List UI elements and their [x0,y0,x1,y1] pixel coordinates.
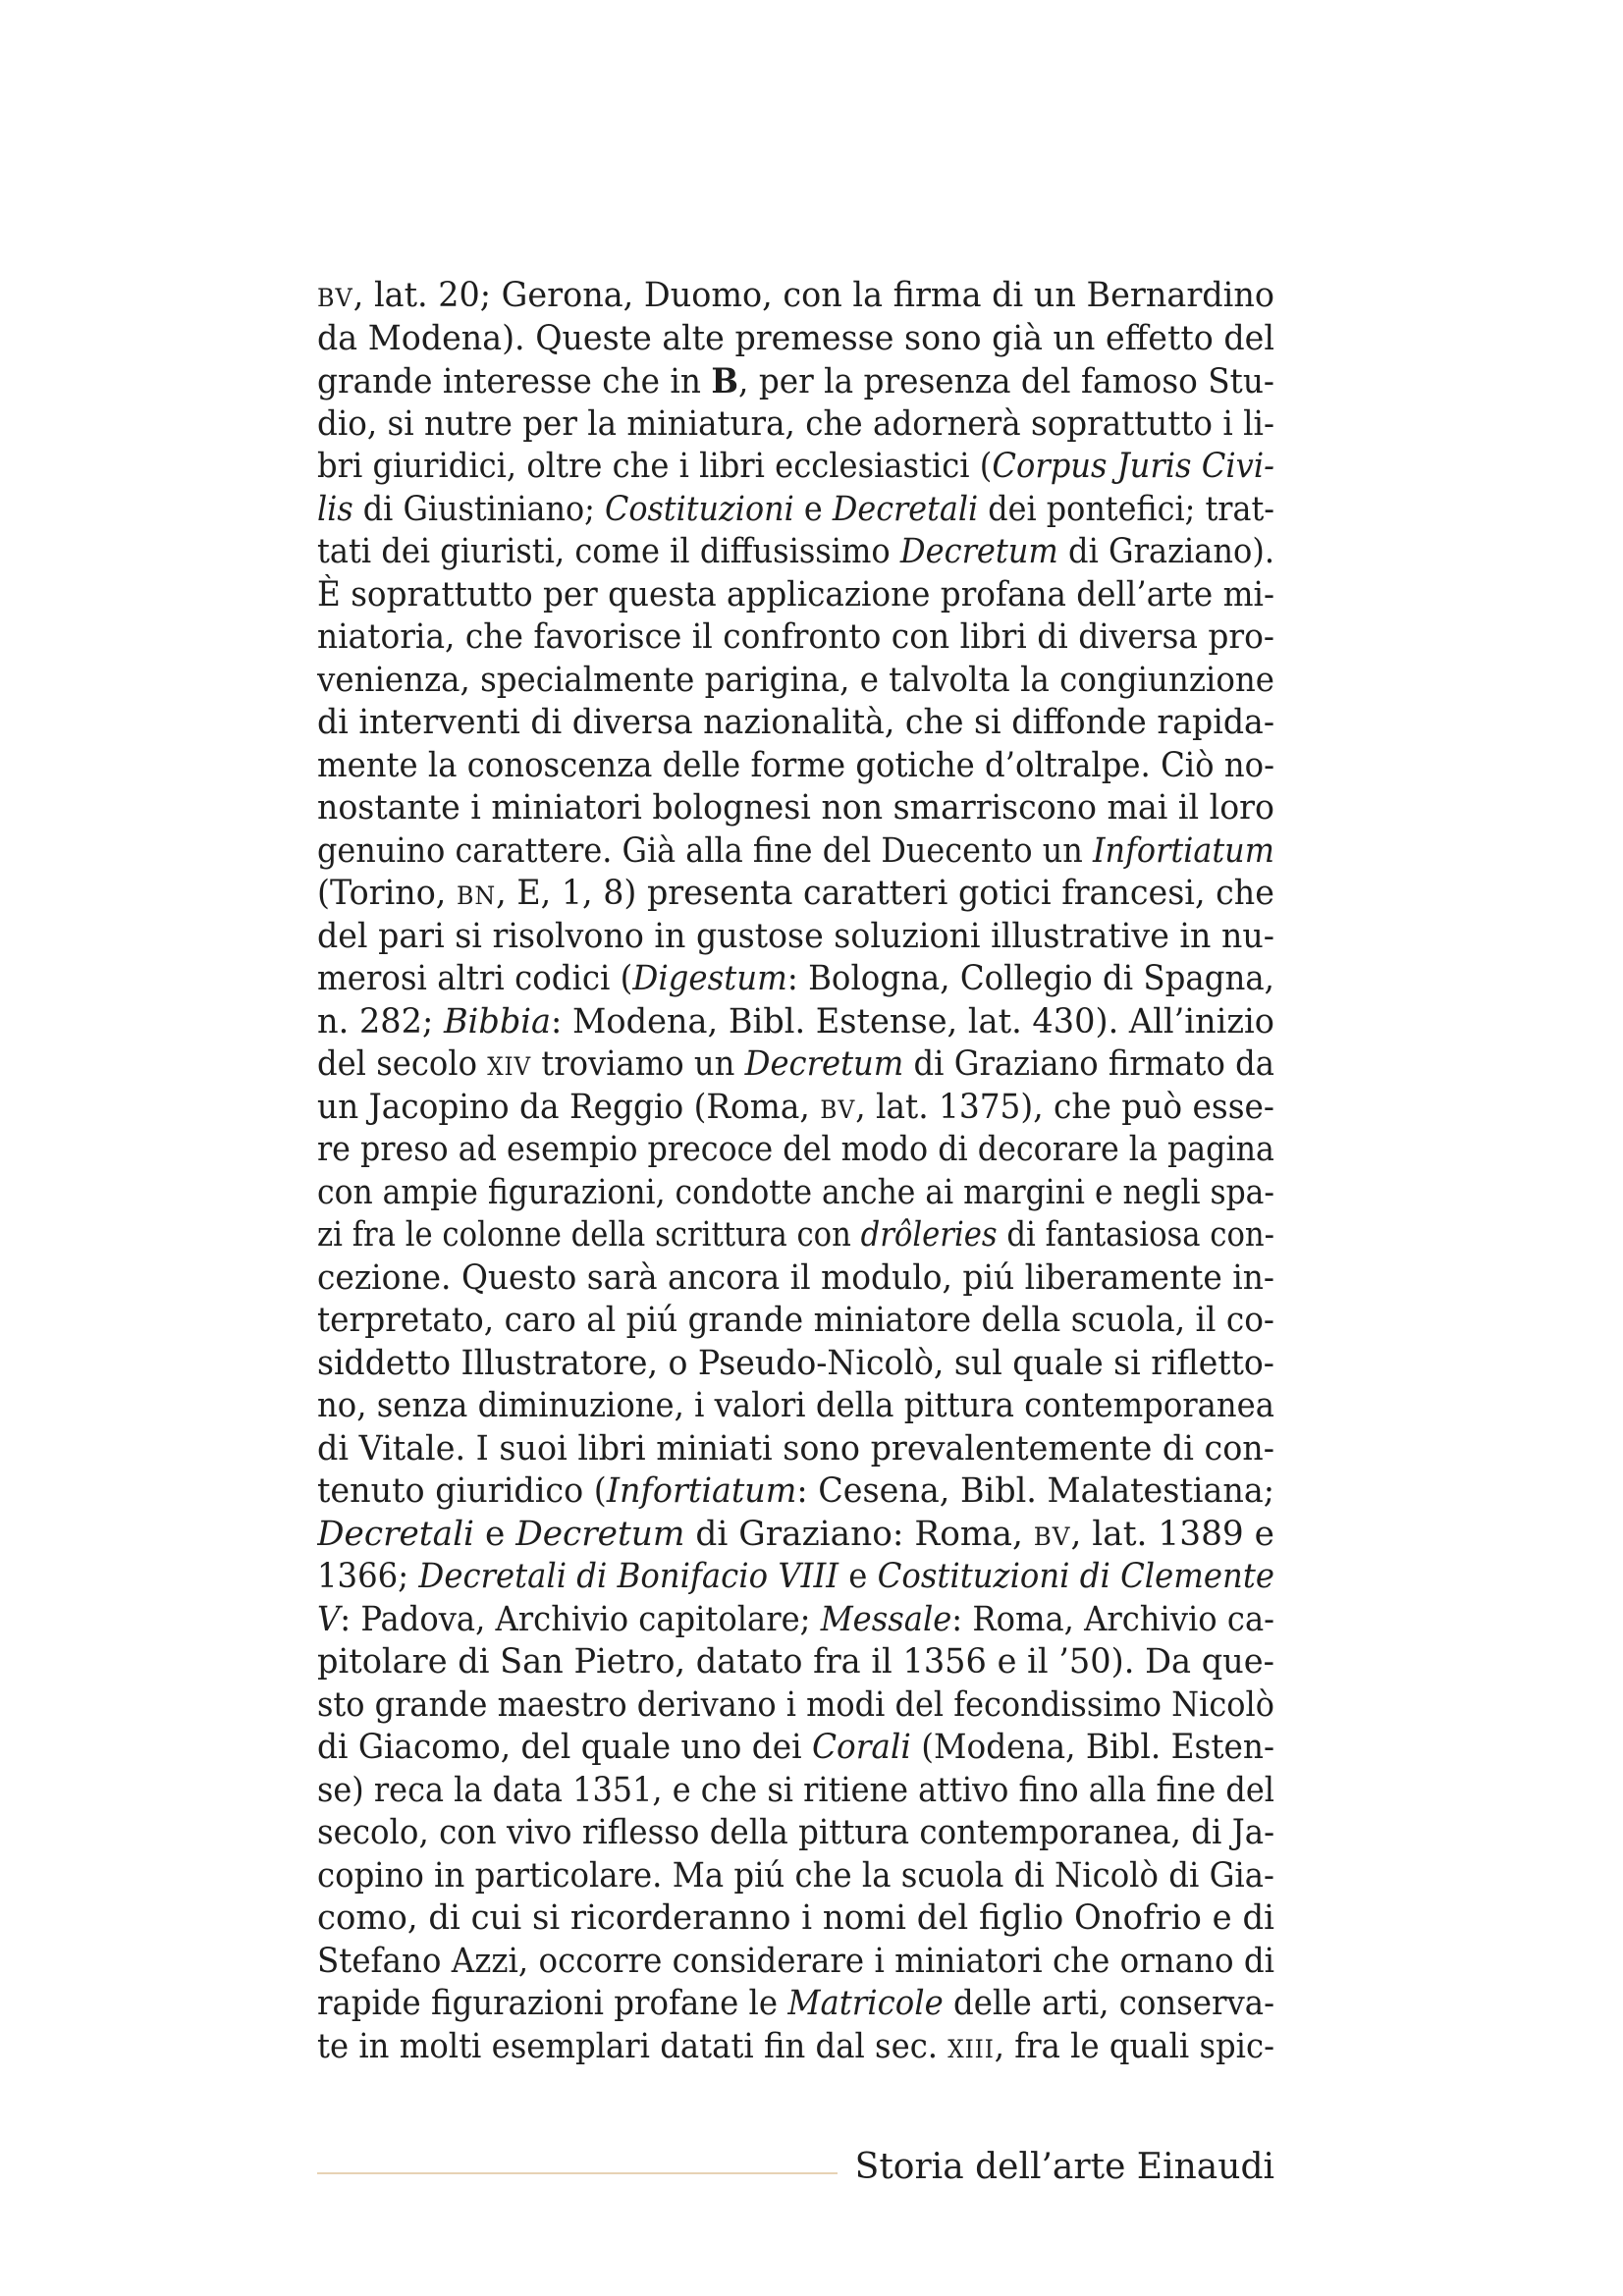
text-segment: (Torino, [317,874,457,913]
text-segment: di interventi di diversa nazionalità, che si diffonde rapida- [317,703,1274,742]
text-segment: del secolo [317,1044,488,1084]
text-segment: , fra le quali spic- [994,2026,1274,2066]
italic-text: V [317,1599,341,1639]
text-segment: no, senza diminuzione, i valori della pittura contemporanea [317,1386,1274,1425]
text-line [317,318,1274,361]
small-caps-text: bv [317,276,353,315]
text-segment: : Cesena, Bibl. Malatestiana; [796,1471,1274,1511]
italic-text: Decretum [899,532,1058,571]
text-line [317,1087,1274,1130]
text-segment: cezione. Questo sarà ancora il modulo, piú liberamente in- [317,1257,1274,1298]
italic-text: Costituzioni di Clemente [877,1557,1274,1596]
text-segment: 1366; [317,1557,419,1596]
text-line [317,916,1274,959]
italic-text: Infortiatum [606,1471,797,1511]
text-segment: dei pontefici; trat- [978,489,1274,529]
text-line [317,1941,1274,1984]
text-segment: n. 282; [317,1001,444,1041]
text-segment: secolo, con vivo riflesso della pittura contemporanea, di Ja- [317,1813,1274,1852]
text-line [317,360,1274,403]
text-segment: È soprattutto per questa applicazione profana dell’arte mi- [317,574,1274,614]
text-segment: como, di cui si ricorderanno i nomi del figlio Onofrio e di [317,1898,1274,1938]
text-segment: di Graziano: Roma, [684,1514,1034,1554]
text-segment: pitolare di San Pietro, datato fra il 1356 e il ’50). Da que- [317,1642,1274,1682]
text-line [317,403,1274,447]
text-segment: rapide figurazioni profane le [317,1984,788,2023]
text-segment: , E, 1, 8) presenta caratteri gotici francesi, che [496,874,1274,913]
italic-text: Costituzioni [604,489,794,529]
text-segment: dio, si nutre per la miniatura, che adornerà soprattutto i li- [317,403,1274,444]
bold-text: B [711,361,739,401]
italic-text: drôleries [860,1215,998,1255]
small-caps-text: bn [456,874,497,913]
text-segment: di Graziano). [1057,532,1274,571]
text-line [317,873,1274,916]
text-segment: Stefano Azzi, occorre considerare i miniatori che ornano di [317,1941,1274,1981]
text-line [317,1428,1274,1471]
text-segment: se) reca la data 1351, e che si ritiene attivo fino alla fine del [317,1770,1274,1810]
text-segment: genuino carattere. Già alla fine del Duecento un [317,830,1093,871]
text-line [317,1300,1274,1343]
text-line [317,1172,1274,1215]
italic-text: Digestum [632,959,787,998]
text-segment: tenuto giuridico ( [317,1471,607,1511]
text-line [317,1812,1274,1855]
text-segment: , lat. 20; Gerona, Duomo, con la firma di un Bernardino [352,276,1274,315]
text-segment: e [793,489,833,529]
text-line [317,1684,1274,1728]
text-segment: sto grande maestro derivano i modi del fecondissimo Nicolò [317,1684,1274,1725]
italic-text: Matricole [787,1984,944,2023]
text-segment: tati dei giuristi, come il diffusissimo [317,532,900,571]
footer-rule [317,2172,838,2174]
text-segment: di Vitale. I suoi libri miniati sono prevalentemente di con- [317,1428,1274,1468]
text-segment: , lat. 1375), che può esse- [855,1087,1274,1127]
text-segment: : Bologna, Collegio di Spagna, [786,959,1274,998]
small-caps-text: bv [820,1087,856,1127]
text-segment: nostante i miniatori bolognesi non smarriscono mai il loro [317,788,1274,828]
text-line [317,1514,1274,1557]
text-line [317,574,1274,617]
text-line [317,616,1274,660]
italic-text: Decretali [317,1514,475,1554]
text-segment: venienza, specialmente parigina, e talvolta la congiunzione [317,660,1274,700]
text-segment: merosi altri codici ( [317,959,633,998]
text-segment: terpretato, caro al piú grande miniatore della scuola, il co- [317,1301,1274,1340]
text-line [317,1001,1274,1044]
text-segment: siddetto Illustratore, o Pseudo-Nicolò, sul quale si rifletto- [317,1343,1274,1383]
text-line [317,1043,1274,1087]
text-segment: di Giustiniano; [352,489,605,529]
text-line [317,745,1274,788]
small-caps-text: xiv [487,1044,532,1084]
text-segment: : Modena, Bibl. Estense, lat. 430). All’inizio [551,1001,1274,1041]
text-line [317,1214,1274,1257]
italic-text: Decretali [832,489,979,529]
text-segment: re preso ad esempio precoce del modo di decorare la pagina [317,1130,1274,1169]
text-segment: da Modena). Queste alte premesse sono già un effetto del [317,318,1274,358]
footer-title: Storia dell’arte Einaudi [854,2147,1274,2187]
text-segment: niatoria, che favorisce il confronto con libri di diversa pro- [317,617,1274,657]
text-segment: copino in particolare. Ma piú che la scuola di Nicolò di Gia- [317,1855,1274,1896]
text-line [317,1983,1274,2026]
text-line [317,1257,1274,1301]
text-segment: mente la conoscenza delle forme gotiche d’oltralpe. Ciò no- [317,745,1274,785]
text-line [317,660,1274,703]
text-line [317,531,1274,574]
text-segment: di fantasiosa con- [997,1215,1274,1255]
text-segment: e [474,1514,516,1554]
text-line [317,787,1274,830]
text-segment: : Padova, Archivio capitolare; [340,1599,821,1639]
text-line [317,1727,1274,1770]
text-line [317,1641,1274,1684]
italic-text: Corpus Juris Civi- [992,447,1274,486]
text-segment: (Modena, Bibl. Esten- [910,1728,1274,1767]
text-line [317,1343,1274,1386]
italic-text: Decretali di Bonifacio VIII [418,1557,839,1596]
text-segment: bri giuridici, oltre che i libri ecclesiastici ( [317,447,993,486]
italic-text: Infortiatum [1092,830,1274,871]
text-line [317,1129,1274,1172]
text-line [317,702,1274,745]
italic-text: Decretum [744,1044,904,1084]
text-segment: con ampie figurazioni, condotte anche ai margini e negli spa- [317,1172,1274,1212]
text-segment: grande interesse che in [317,362,712,401]
text-segment: : Roma, Archivio ca- [951,1599,1274,1639]
text-segment: , lat. 1389 e [1070,1514,1274,1554]
text-line [317,1770,1274,1813]
text-line [317,489,1274,532]
italic-text: lis [317,489,353,529]
text-line [317,830,1274,874]
italic-text: Bibbia [443,1001,552,1041]
text-line [317,446,1274,489]
text-segment: zi fra le colonne della scrittura con [317,1215,861,1255]
italic-text: Messale [820,1599,952,1639]
text-segment: un Jacopino da Reggio (Roma, [317,1087,821,1127]
text-segment: delle arti, conserva- [943,1984,1274,2023]
text-segment: del pari si risolvono in gustose soluzioni illustrative in nu- [317,916,1274,956]
text-line [317,1599,1274,1642]
italic-text: Decretum [515,1514,685,1554]
text-line [317,275,1274,318]
text-line [317,2026,1274,2069]
text-segment: di Graziano firmato da [903,1044,1274,1084]
text-line [317,1556,1274,1599]
text-segment: te in molti esemplari datati fin dal sec. [317,2026,948,2066]
small-caps-text: bv [1033,1514,1071,1554]
text-segment: troviamo un [531,1044,745,1084]
body-text [317,275,1274,2068]
text-segment: e [838,1557,878,1596]
small-caps-text: xiii [947,2026,995,2066]
text-line [317,1855,1274,1898]
text-line [317,958,1274,1001]
text-line [317,1470,1274,1514]
text-segment: , per la presenza del famoso Stu- [738,362,1274,401]
text-line [317,1897,1274,1941]
italic-text: Corali [811,1728,911,1767]
text-segment: di Giacomo, del quale uno dei [317,1728,812,1767]
text-line [317,1385,1274,1428]
